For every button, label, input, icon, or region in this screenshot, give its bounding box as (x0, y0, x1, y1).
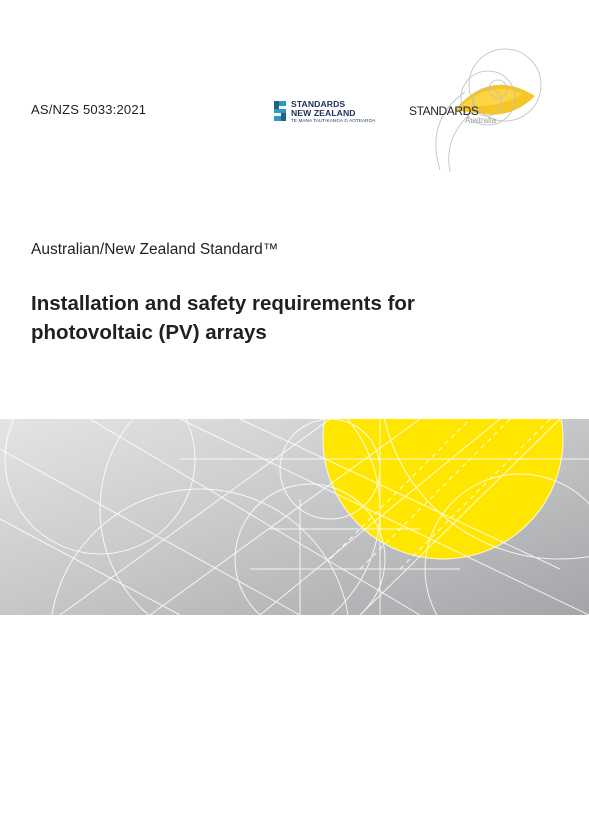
standards-nz-emblem-icon (272, 99, 288, 123)
snz-logo-line2: NEW ZEALAND (291, 108, 356, 118)
document-type: Australian/New Zealand Standard™ (31, 241, 279, 258)
standards-new-zealand-logo (272, 99, 382, 127)
snz-logo-tagline: TE MANA TAUTIKANGA O AOTEAROA (291, 118, 376, 123)
sa-logo-name: STANDARDS (409, 104, 479, 118)
snz-logo-line1: STANDARDS (291, 99, 346, 109)
sa-logo-subtitle: Australia (465, 116, 497, 125)
document-title-line1: Installation and safety requirements for (31, 292, 415, 315)
document-title (31, 289, 551, 347)
cover-graphic-band (0, 419, 589, 615)
standards-australia-logo (395, 40, 555, 175)
document-number: AS/NZS 5033:2021 (31, 102, 147, 117)
document-title-line2: photovoltaic (PV) arrays (31, 321, 267, 344)
